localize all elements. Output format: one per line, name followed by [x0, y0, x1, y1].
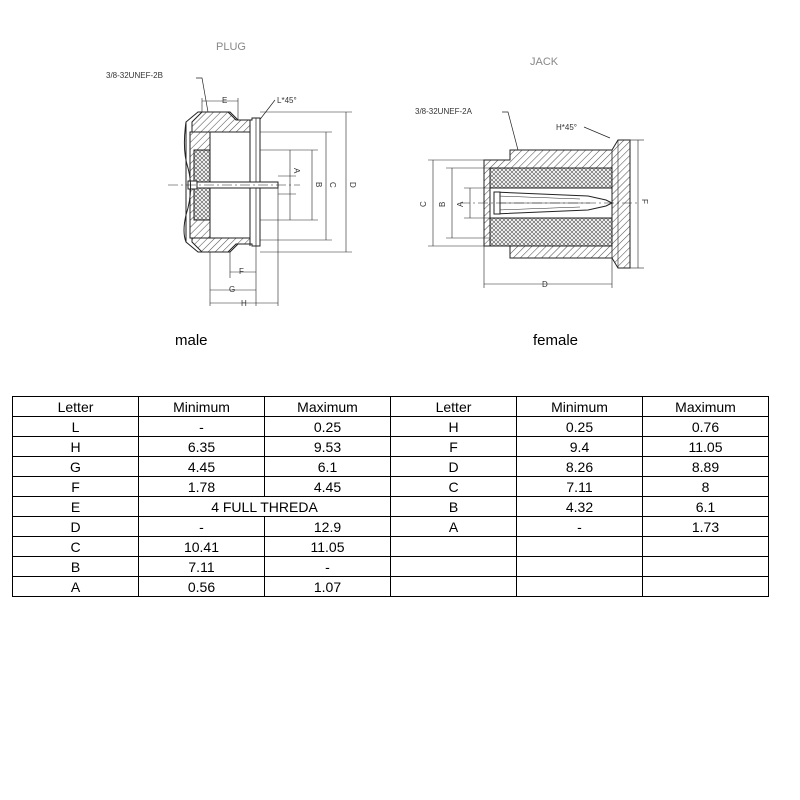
jack-empty-cell	[643, 537, 769, 557]
table-row	[13, 417, 769, 437]
jack-dim-d: D	[542, 280, 548, 289]
jack-max: 0.76	[643, 417, 769, 437]
plug-min: 1.78	[139, 477, 265, 497]
table-row	[13, 577, 769, 597]
jack-min: 0.25	[517, 417, 643, 437]
header-minimum-jack: Minimum	[517, 397, 643, 417]
plug-letter: H	[13, 437, 139, 457]
jack-letter: B	[391, 497, 517, 517]
jack-empty-cell	[517, 537, 643, 557]
header-minimum-plug: Minimum	[139, 397, 265, 417]
plug-thread-note: 3/8-32UNEF-2B	[106, 71, 163, 80]
jack-dim-a: A	[456, 201, 465, 207]
table-row	[13, 457, 769, 477]
jack-min: 4.32	[517, 497, 643, 517]
plug-letter: B	[13, 557, 139, 577]
plug-dim-b: B	[314, 182, 323, 188]
table-header-row	[13, 397, 769, 417]
plug-dim-f: F	[239, 267, 244, 276]
jack-letter: C	[391, 477, 517, 497]
jack-empty-cell	[643, 577, 769, 597]
jack-dim-b: B	[438, 201, 447, 207]
plug-min: 4.45	[139, 457, 265, 477]
plug-max: 11.05	[265, 537, 391, 557]
plug-dim-e: E	[222, 96, 228, 105]
jack-max: 8.89	[643, 457, 769, 477]
plug-max: 9.53	[265, 437, 391, 457]
plug-dim-g: G	[229, 285, 236, 294]
plug-max: 1.07	[265, 577, 391, 597]
header-letter-jack: Letter	[391, 397, 517, 417]
plug-dim-a: A	[292, 168, 301, 174]
jack-thread-note: 3/8-32UNEF-2A	[415, 107, 472, 116]
jack-empty-cell	[391, 537, 517, 557]
plug-max: 4.45	[265, 477, 391, 497]
plug-max: 0.25	[265, 417, 391, 437]
plug-title: PLUG	[216, 41, 246, 53]
plug-caption: male	[175, 332, 208, 349]
jack-drawing	[415, 56, 649, 289]
plug-max: -	[265, 557, 391, 577]
plug-letter: D	[13, 517, 139, 537]
jack-dim-f: F	[640, 199, 649, 204]
jack-empty-cell	[391, 577, 517, 597]
jack-letter: D	[391, 457, 517, 477]
table-row	[13, 497, 769, 517]
plug-letter: C	[13, 537, 139, 557]
header-maximum-jack: Maximum	[643, 397, 769, 417]
jack-min: 9.4	[517, 437, 643, 457]
jack-letter: F	[391, 437, 517, 457]
jack-min: -	[517, 517, 643, 537]
jack-max: 1.73	[643, 517, 769, 537]
jack-letter: H	[391, 417, 517, 437]
plug-min: -	[139, 517, 265, 537]
jack-title: JACK	[530, 56, 559, 68]
jack-chamfer-note: H*45°	[556, 123, 577, 132]
jack-empty-cell	[391, 557, 517, 577]
table-row	[13, 437, 769, 457]
plug-min: -	[139, 417, 265, 437]
table-row	[13, 517, 769, 537]
jack-max: 11.05	[643, 437, 769, 457]
plug-dim-h: H	[241, 299, 247, 308]
plug-letter: F	[13, 477, 139, 497]
jack-max: 8	[643, 477, 769, 497]
plug-chamfer-note: L*45°	[277, 96, 297, 105]
plug-dim-c: C	[328, 182, 337, 188]
plug-letter: G	[13, 457, 139, 477]
jack-empty-cell	[643, 557, 769, 577]
jack-dim-c: C	[419, 201, 428, 207]
header-maximum-plug: Maximum	[265, 397, 391, 417]
dimension-table	[12, 396, 769, 597]
jack-empty-cell	[517, 577, 643, 597]
table-row	[13, 477, 769, 497]
plug-min: 7.11	[139, 557, 265, 577]
plug-max: 6.1	[265, 457, 391, 477]
plug-min: 6.35	[139, 437, 265, 457]
jack-caption: female	[533, 332, 579, 349]
jack-min: 7.11	[517, 477, 643, 497]
plug-note: 4 FULL THREDA	[139, 497, 391, 517]
plug-max: 12.9	[265, 517, 391, 537]
plug-letter: E	[13, 497, 139, 517]
jack-min: 8.26	[517, 457, 643, 477]
table-row	[13, 537, 769, 557]
jack-empty-cell	[517, 557, 643, 577]
connector-drawings	[0, 0, 800, 330]
plug-min: 10.41	[139, 537, 265, 557]
header-letter-plug: Letter	[13, 397, 139, 417]
plug-drawing	[106, 41, 357, 308]
plug-letter: A	[13, 577, 139, 597]
jack-letter: A	[391, 517, 517, 537]
plug-dim-d: D	[348, 182, 357, 188]
plug-min: 0.56	[139, 577, 265, 597]
jack-max: 6.1	[643, 497, 769, 517]
plug-letter: L	[13, 417, 139, 437]
table-row	[13, 557, 769, 577]
